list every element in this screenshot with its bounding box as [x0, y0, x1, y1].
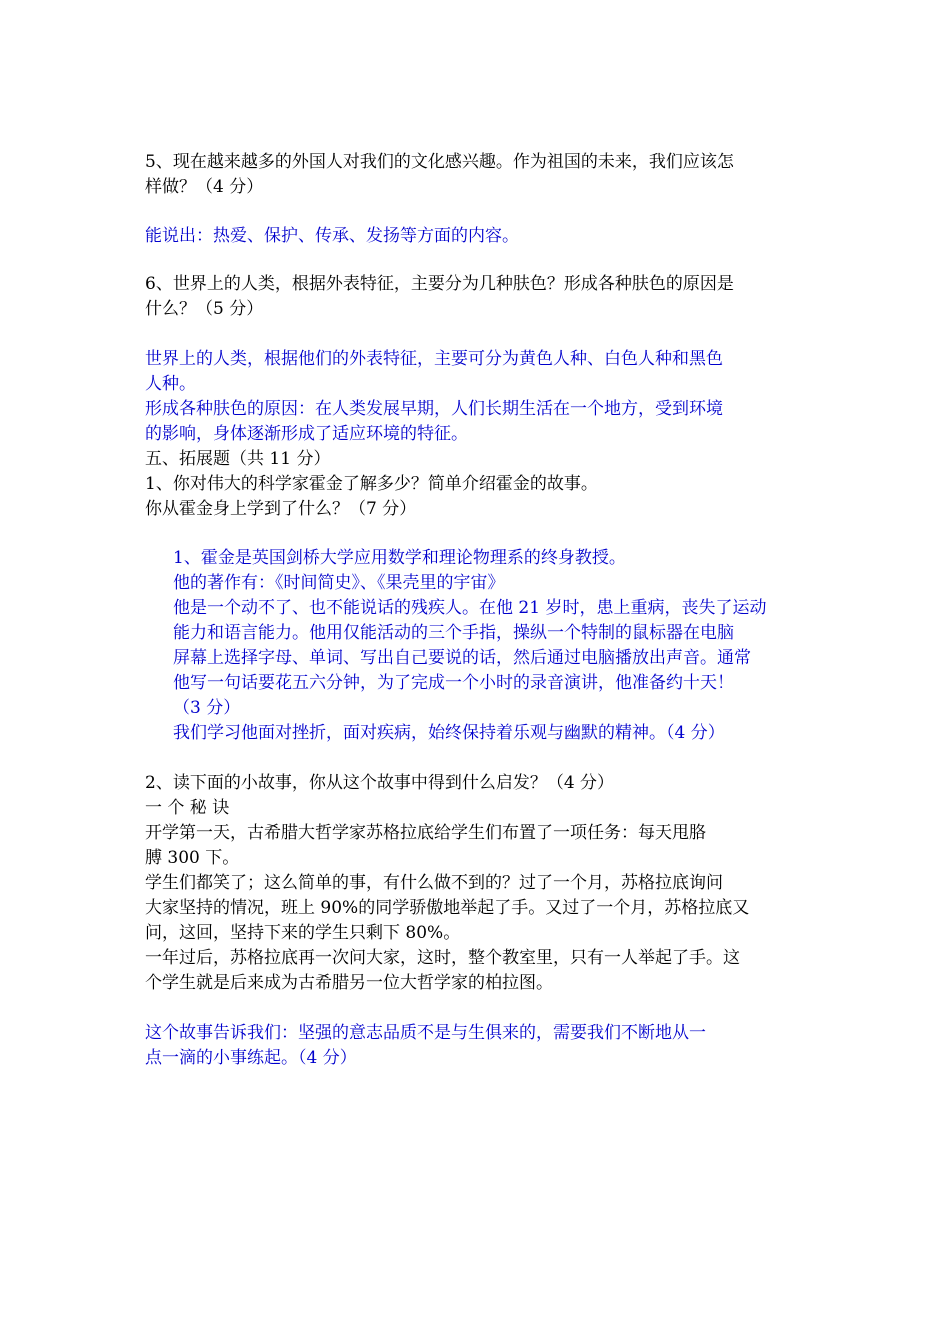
- s5-q1-answer-line-2: 他的著作有：《时间简史》、《果壳里的宇宙》: [173, 573, 505, 593]
- s5-q2-answer-line-1: 这个故事告诉我们：坚强的意志品质不是与生俱来的，需要我们不断地从一: [145, 1023, 706, 1043]
- q6-answer-line-2: 人种。: [145, 374, 196, 394]
- s5-q2-line-5: 学生们都笑了；这么简单的事，有什么做不到的？过了一个月，苏格拉底询问: [145, 873, 723, 893]
- s5-q2-line-3: 开学第一天，古希腊大哲学家苏格拉底给学生们布置了一项任务：每天甩胳: [145, 823, 706, 843]
- s5-q1-answer-line-3: 他是一个动不了、也不能说话的残疾人。在他 21 岁时，患上重病，丧失了运动: [173, 598, 767, 618]
- s5-q2-story-title: 一 个 秘 诀: [145, 798, 230, 818]
- s5-q1-answer-line-1: 1、霍金是英国剑桥大学应用数学和理论物理系的终身教授。: [173, 548, 626, 568]
- s5-q1-line-1: 1、你对伟大的科学家霍金了解多少？简单介绍霍金的故事。: [145, 474, 598, 494]
- q6-answer-line-4: 的影响，身体逐渐形成了适应环境的特征。: [145, 424, 468, 444]
- s5-q2-line-9: 个学生就是后来成为古希腊另一位大哲学家的柏拉图。: [145, 973, 553, 993]
- s5-q2-line-7: 问，这回，坚持下来的学生只剩下 80%。: [145, 923, 461, 943]
- s5-q2-line-4: 膊 300 下。: [145, 848, 240, 868]
- q6-line-2: 什么？（5 分）: [145, 299, 264, 319]
- s5-q1-line-2: 你从霍金身上学到了什么？（7 分）: [145, 499, 417, 519]
- s5-q2-line-6: 大家坚持的情况，班上 90%的同学骄傲地举起了手。又过了一个月，苏格拉底又: [145, 898, 750, 918]
- q5-answer: 能说出：热爱、保护、传承、发扬等方面的内容。: [145, 226, 519, 246]
- s5-q2-answer-line-2: 点一滴的小事练起。（4 分）: [145, 1048, 357, 1068]
- q6-answer-line-3: 形成各种肤色的原因：在人类发展早期，人们长期生活在一个地方，受到环境: [145, 399, 723, 419]
- s5-q1-answer-line-5: 屏幕上选择字母、单词、写出自己要说的话，然后通过电脑播放出声音。通常: [173, 648, 751, 668]
- s5-q1-answer-line-8: 我们学习他面对挫折，面对疾病，始终保持着乐观与幽默的精神。（4 分）: [173, 723, 725, 743]
- s5-q1-answer-line-7: （3 分）: [173, 698, 241, 718]
- s5-q1-answer-line-6: 他写一句话要花五六分钟，为了完成一个小时的录音演讲，他准备约十天！: [173, 673, 734, 693]
- section5-heading: 五、拓展题（共 11 分）: [145, 449, 331, 469]
- s5-q2-line-8: 一年过后，苏格拉底再一次问大家，这时，整个教室里，只有一人举起了手。这: [145, 948, 740, 968]
- q6-answer-line-1: 世界上的人类，根据他们的外表特征，主要可分为黄色人种、白色人种和黑色: [145, 349, 723, 369]
- q5-line-1: 5、现在越来越多的外国人对我们的文化感兴趣。作为祖国的未来，我们应该怎: [145, 152, 734, 172]
- s5-q2-line-1: 2、读下面的小故事，你从这个故事中得到什么启发？（4 分）: [145, 773, 615, 793]
- q5-line-2: 样做？（4 分）: [145, 177, 264, 197]
- q6-line-1: 6、世界上的人类，根据外表特征，主要分为几种肤色？形成各种肤色的原因是: [145, 274, 734, 294]
- s5-q1-answer-line-4: 能力和语言能力。他用仅能活动的三个手指，操纵一个特制的鼠标器在电脑: [173, 623, 734, 643]
